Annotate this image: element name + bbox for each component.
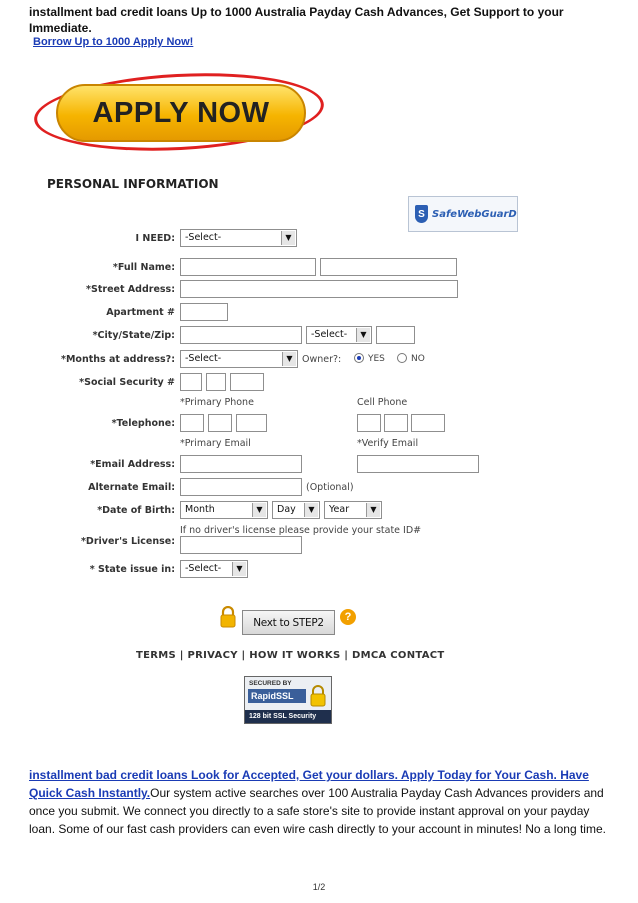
alt-email-label: Alternate Email: (88, 482, 175, 493)
state-select[interactable] (306, 326, 372, 344)
ssn-part2-input[interactable] (206, 373, 226, 391)
apply-now-banner[interactable] (30, 70, 330, 155)
phone-area-input[interactable] (180, 414, 204, 432)
safewebguard-text: SafeWebGuarD (432, 208, 517, 220)
chevron-down-icon: ▼ (282, 352, 296, 366)
full-name-label: *Full Name: (112, 262, 175, 273)
street-label: *Street Address: (86, 284, 175, 295)
apartment-label: Apartment # (106, 307, 175, 318)
body-paragraph (29, 766, 611, 838)
form-title: PERSONAL INFORMATION (47, 177, 219, 191)
ssn-label: *Social Security # (79, 377, 175, 388)
verify-email-input[interactable] (357, 455, 479, 473)
month-select-value: Month (185, 504, 215, 515)
zip-input[interactable] (376, 326, 415, 344)
ssn-part3-input[interactable] (230, 373, 264, 391)
safewebguard-badge (408, 196, 518, 232)
city-input[interactable] (180, 326, 302, 344)
ssl-strength: 128 bit SSL Security (245, 710, 331, 723)
day-select[interactable] (272, 501, 320, 519)
chevron-down-icon: ▼ (232, 562, 246, 576)
license-input[interactable] (180, 536, 302, 554)
lock-icon (220, 606, 236, 628)
chevron-down-icon: ▼ (252, 503, 266, 517)
next-step-button[interactable]: Next to STEP2 (242, 610, 335, 635)
phone-line-input[interactable] (236, 414, 267, 432)
optional-label: (Optional) (306, 482, 354, 493)
page-title: installment bad credit loans Up to 1000 Australia Payday Cash Advances, Get Support to your Immediate. (29, 5, 564, 35)
dob-label: *Date of Birth: (97, 505, 175, 516)
ssl-secured-by: SECURED BY (249, 680, 292, 687)
body-link[interactable]: installment bad credit loans Look for Accepted, Get your dollars. Apply Today for Your Cash. Have Quick Cash Instantly. (29, 768, 589, 800)
day-select-value: Day (277, 504, 296, 515)
phone-prefix-input[interactable] (208, 414, 232, 432)
state-issue-select[interactable] (180, 560, 248, 578)
ssn-part1-input[interactable] (180, 373, 202, 391)
need-label: I NEED: (135, 233, 175, 244)
apply-now-link[interactable]: Borrow Up to 1000 Apply Now! (33, 36, 194, 48)
owner-no-radio[interactable] (397, 353, 407, 363)
owner-label: Owner?: (302, 354, 342, 365)
state-issue-select-value: -Select- (185, 563, 222, 574)
owner-no-label: NO (411, 354, 425, 364)
need-select-value: -Select- (185, 232, 222, 243)
chevron-down-icon: ▼ (356, 328, 370, 342)
owner-yes-label: YES (368, 354, 385, 364)
last-name-input[interactable] (320, 258, 457, 276)
telephone-label: *Telephone: (111, 418, 175, 429)
verify-email-label: *Verify Email (357, 438, 419, 449)
months-select[interactable] (180, 350, 298, 368)
padlock-icon (309, 685, 327, 707)
email-input[interactable] (180, 455, 302, 473)
ssl-brand: RapidSSL (248, 689, 306, 703)
state-issue-label: * State issue in: (89, 564, 175, 575)
page-number: 1/2 (312, 882, 326, 892)
chevron-down-icon: ▼ (281, 231, 295, 245)
months-label: *Months at address?: (61, 354, 175, 365)
rapidssl-badge (244, 676, 332, 724)
city-state-zip-label: *City/State/Zip: (92, 330, 175, 341)
footer-links[interactable]: TERMS | PRIVACY | HOW IT WORKS | DMCA CONTACT (136, 650, 445, 661)
street-input[interactable] (180, 280, 458, 298)
month-select[interactable] (180, 501, 268, 519)
license-note: If no driver's license please provide your state ID# (180, 525, 422, 536)
email-label: *Email Address: (90, 459, 175, 470)
primary-email-label: *Primary Email (180, 438, 251, 449)
owner-yes-radio[interactable] (354, 353, 364, 363)
cell-prefix-input[interactable] (384, 414, 408, 432)
alt-email-input[interactable] (180, 478, 302, 496)
body-text: Our system active searches over 100 Australia Payday Cash Advances providers and once you submit. We connect you directly to a safe store's site to provide instant approval on your payday loan. Some of our fast cash providers can even wire cash directly to your account in minutes! No a long time. (29, 786, 606, 836)
help-icon[interactable]: ? (340, 609, 356, 625)
months-select-value: -Select- (185, 353, 222, 364)
apply-now-button[interactable]: APPLY NOW (56, 84, 306, 142)
year-select-value: Year (329, 504, 350, 515)
need-select[interactable] (180, 229, 297, 247)
chevron-down-icon: ▼ (366, 503, 380, 517)
cell-area-input[interactable] (357, 414, 381, 432)
apartment-input[interactable] (180, 303, 228, 321)
cell-line-input[interactable] (411, 414, 445, 432)
state-select-value: -Select- (311, 329, 348, 340)
shield-icon: S (415, 205, 428, 223)
cell-phone-label: Cell Phone (357, 397, 408, 408)
first-name-input[interactable] (180, 258, 316, 276)
year-select[interactable] (324, 501, 382, 519)
primary-phone-label: *Primary Phone (180, 397, 254, 408)
license-label: *Driver's License: (80, 536, 175, 547)
chevron-down-icon: ▼ (304, 503, 318, 517)
